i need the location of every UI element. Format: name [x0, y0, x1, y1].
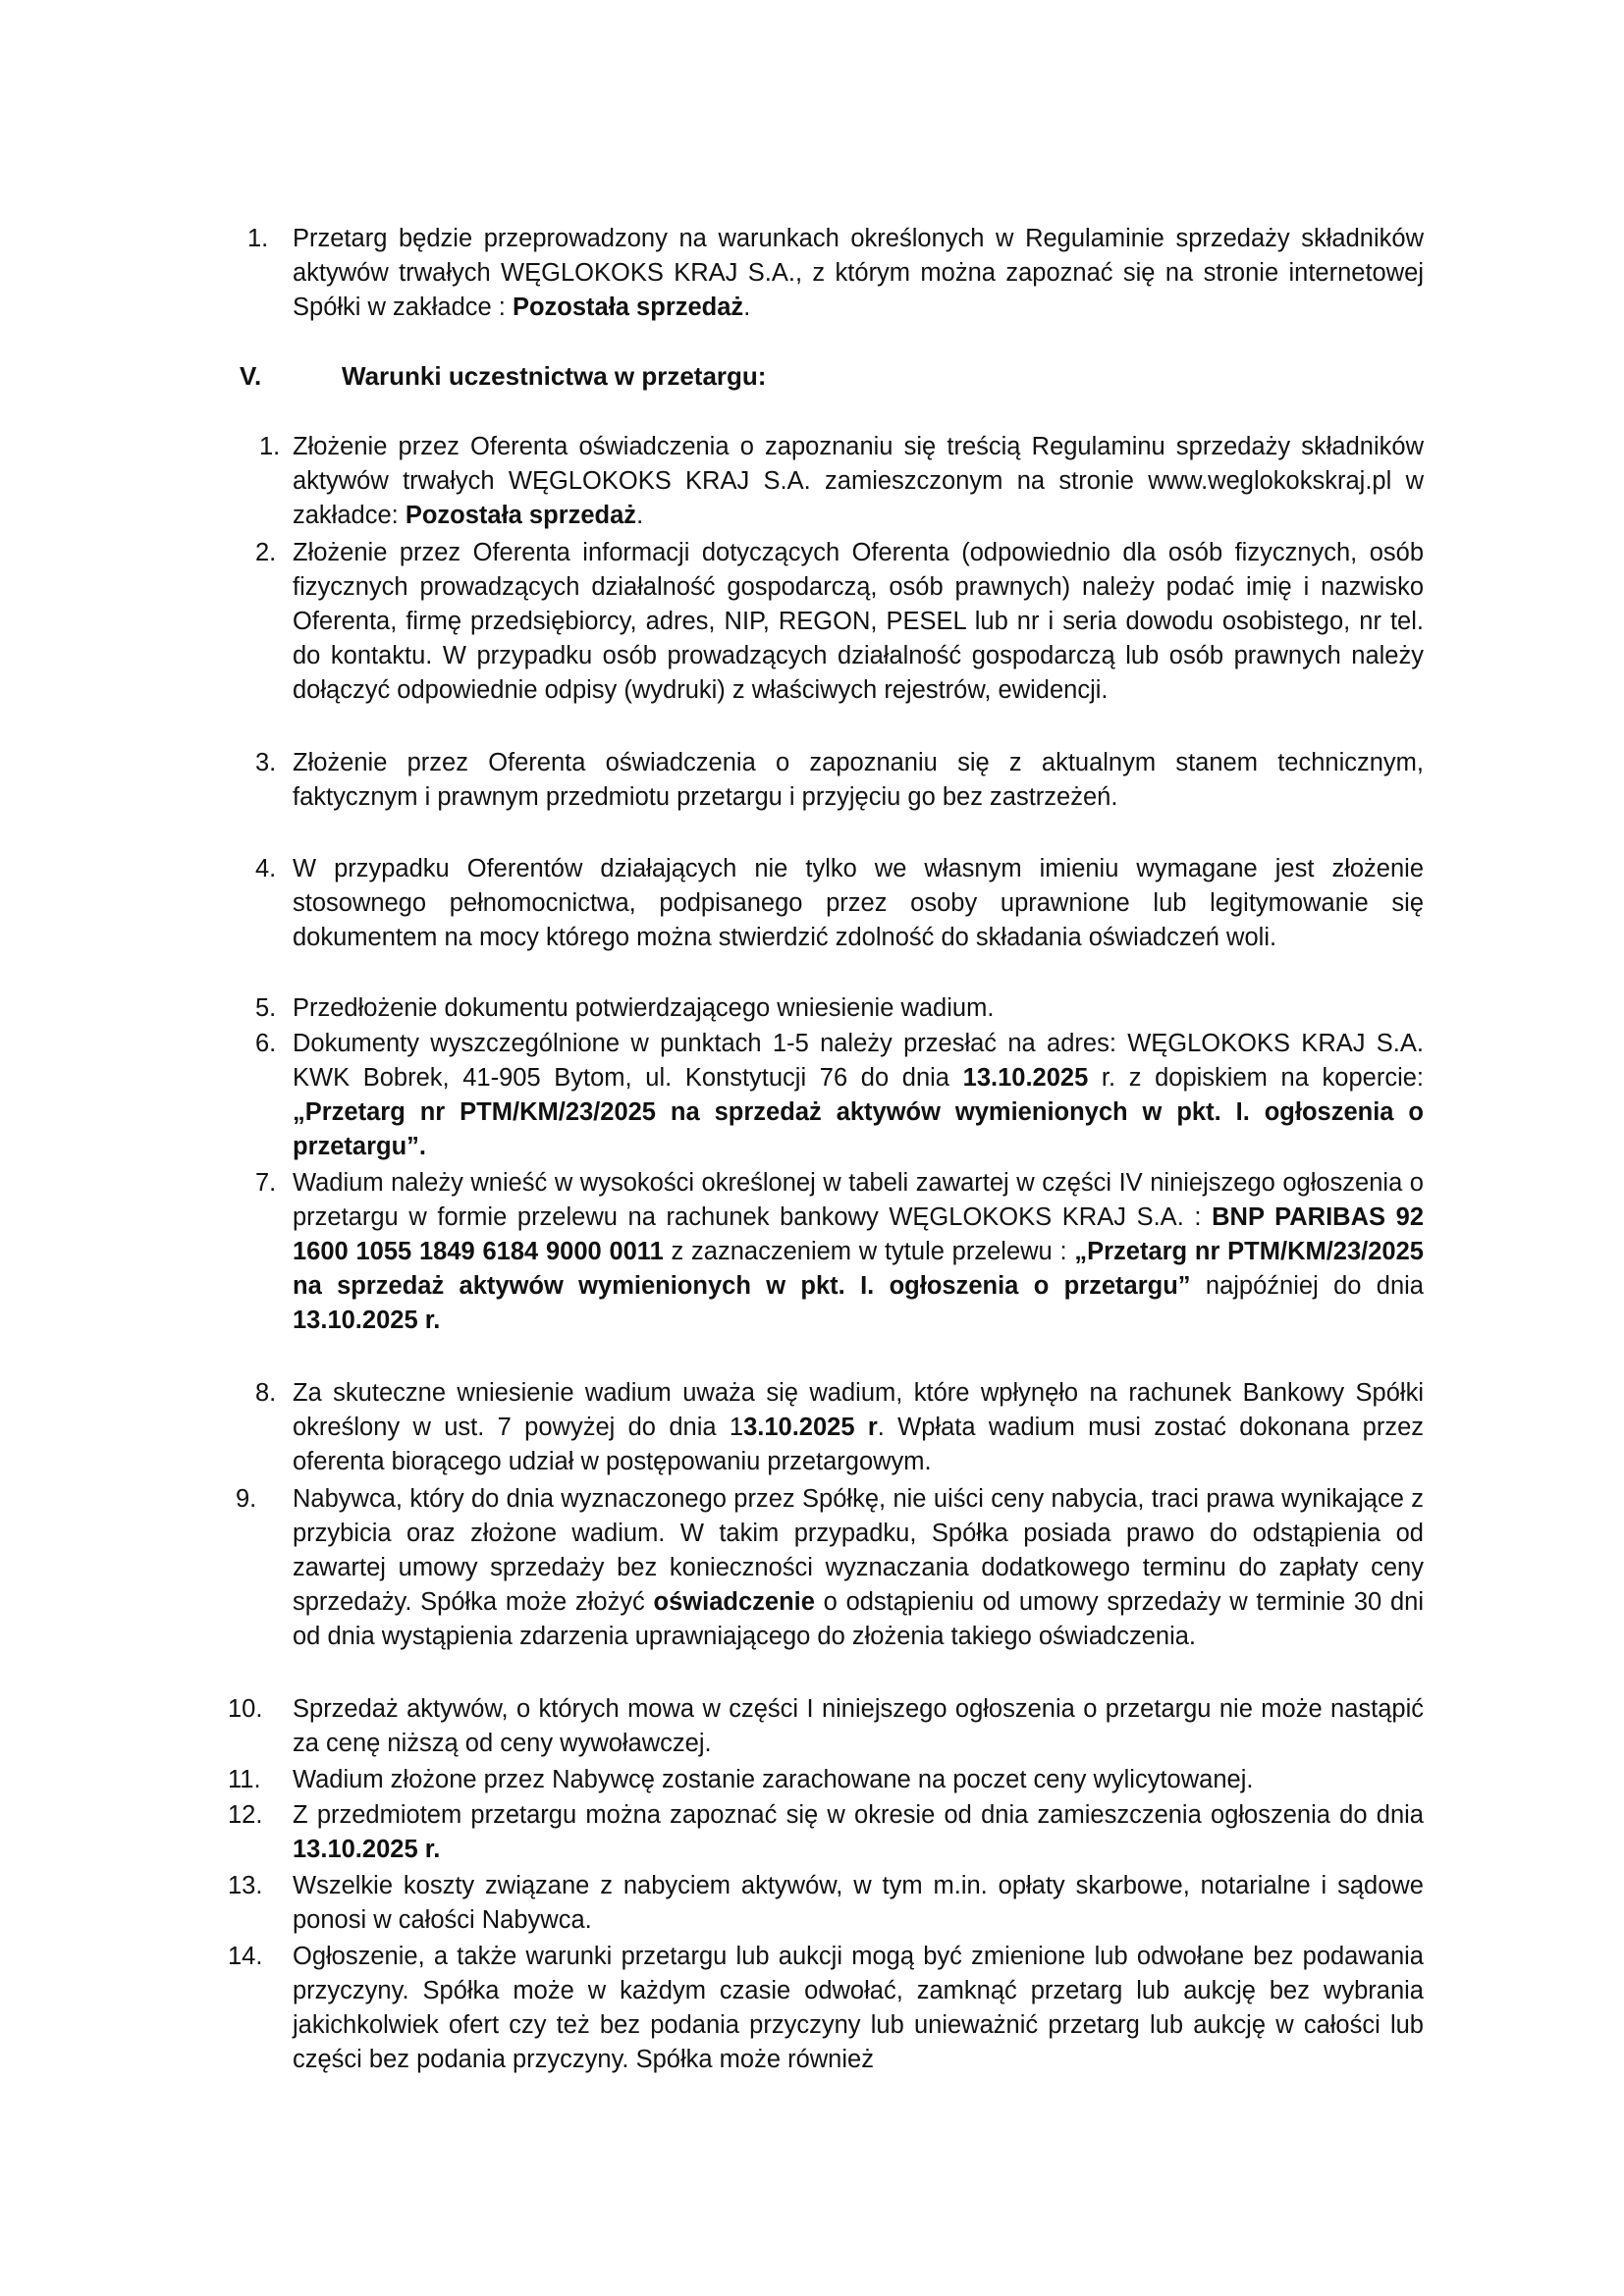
list-item-9 [236, 1482, 1424, 1654]
list-item-2 [255, 536, 1424, 708]
list-item-text: Wszelkie koszty związane z nabyciem aktywów, w tym m.in. opłaty skarbowe, notarialne i sądowe ponosi w całości Nabywca. [293, 1872, 1424, 1934]
list-item-number: 4. [255, 855, 277, 882]
deadline-date: 13.10.2025 r. [293, 1836, 441, 1863]
list-item-number: 10. [228, 1695, 263, 1723]
list-item-number: 7. [255, 1169, 277, 1197]
section-number: V. [240, 361, 262, 391]
list-item-text: Złożenie przez Oferenta oświadczenia o zapoznaniu się treścią Regulaminu sprzedaży składników aktywów trwałych WĘGLOKOKS KRAJ S.A. zamieszczonym na stronie www.weglokokskraj.pl w zakładce: [293, 433, 1424, 529]
list-item-number: 1. [259, 433, 281, 460]
list-item-text-mid: z zaznaczeniem w tytule przelewu : [663, 1238, 1075, 1265]
list-item-7 [255, 1166, 1424, 1338]
list-item-text: Ogłoszenie, a także warunki przetargu lub aukcji mogą być zmienione lub odwołane bez podawania przyczyny. Spółka może w każdym czasie odwołać, zamknąć przetarg lub aukcję bez wybrania jakichkolwiek ofert czy też bez podania przyczyny lub unieważnić przetarg lub aukcję w całości lub części bez podania przyczyny. Spółka może również [293, 1943, 1424, 2073]
list-item-3 [255, 746, 1424, 815]
list-item-text: Za skuteczne wniesienie wadium uważa się wadium, które wpłynęło na rachunek Bankowy Spółki określony w ust. 7 powyżej do dnia 1 [293, 1379, 1424, 1441]
list-item-text-end: . Wpłata wadium musi zostać dokonana przez oferenta biorącego udział w postępowaniu przetargowym. [293, 1414, 1424, 1475]
list-item-11 [228, 1763, 1424, 1797]
list-item-text-mid2: najpóźniej do dnia [1190, 1272, 1424, 1300]
list-item-text: W przypadku Oferentów działających nie tylko we własnym imieniu wymagane jest złożenie stosownego pełnomocnictwa, podpisanego przez osoby uprawnione lub legitymowanie się dokumentem na mocy którego można stwierdzić zdolność do składania oświadczeń woli. [293, 855, 1424, 951]
list-item-number: 5. [255, 994, 277, 1022]
list-item-bold: Pozostała sprzedaż [405, 502, 637, 529]
list-item-1 [259, 430, 1424, 533]
list-item-12 [228, 1798, 1424, 1867]
list-item-text: Wadium złożone przez Nabywcę zostanie zarachowane na poczet ceny wylicytowanej. [293, 1766, 1254, 1793]
list-item-number: 11. [228, 1766, 261, 1793]
list-item-text: Nabywca, który do dnia wyznaczonego przez Spółkę, nie uiści ceny nabycia, traci prawa wynikające z przybicia oraz złożone wadium. W takim przypadku, Spółka posiada prawo do odstąpienia od zawartej umowy sprzedaży bez konieczności wyznaczania dodatkowego terminu do zapłaty ceny sprzedaży. Spółka może złożyć [293, 1485, 1424, 1616]
list-item-bold: oświadczenie [653, 1588, 815, 1616]
list-item-number: 8. [255, 1379, 277, 1407]
list-item-number: 2. [255, 539, 277, 566]
list-item-text-mid: r. z dopiskiem na kopercie: [1088, 1064, 1425, 1092]
list-item-6 [255, 1027, 1425, 1164]
list-item-number: 6. [255, 1030, 277, 1057]
transfer-title: „Przetarg nr PTM/KM/23/2025 na sprzedaż aktywów wymienionych w pkt. I. ogłoszenia o przetargu” [293, 1238, 1424, 1300]
list-item-text: Z przedmiotem przetargu można zapoznać się w okresie od dnia zamieszczenia ogłoszenia do dnia [293, 1801, 1424, 1829]
bank-account: BNP PARIBAS 92 1600 1055 1849 6184 9000 0011 [293, 1203, 1424, 1265]
list-item-number: 12. [228, 1801, 263, 1829]
intro-paragraph [247, 222, 1424, 325]
list-item-text: Dokumenty wyszczególnione w punktach 1-5 należy przesłać na adres: WĘGLOKOKS KRAJ S.A. KWK Bobrek, 41-905 Bytom, ul. Konstytucji 76 do dnia [293, 1030, 1424, 1092]
list-item-13 [228, 1869, 1424, 1938]
list-item-number: 9. [236, 1485, 257, 1513]
intro-text: Przetarg będzie przeprowadzony na warunkach określonych w Regulaminie sprzedaży składników aktywów trwałych WĘGLOKOKS KRAJ S.A., z którym można zapoznać się na stronie internetowej Spółki w zakładce : [293, 225, 1424, 321]
deadline-date: 13.10.2025 r. [293, 1307, 441, 1334]
list-item-text: Złożenie przez Oferenta oświadczenia o zapoznaniu się z aktualnym stanem technicznym, faktycznym i prawnym przedmiotu przetargu i przyjęciu go bez zastrzeżeń. [293, 749, 1424, 811]
envelope-note: „Przetarg nr PTM/KM/23/2025 na sprzedaż aktywów wymienionych w pkt. I. ogłoszenia o przetargu”. [293, 1098, 1424, 1160]
list-item-10 [228, 1692, 1424, 1761]
list-item-text-end: o odstąpieniu od umowy sprzedaży w terminie 30 dni od dnia wystąpienia zdarzenia uprawniającego do złożenia takiego oświadczenia. [293, 1588, 1424, 1650]
list-item-text-end: . [636, 502, 644, 529]
intro-number: 1. [247, 225, 269, 252]
list-item-4 [255, 852, 1424, 955]
list-item-text: Przedłożenie dokumentu potwierdzającego wniesienie wadium. [293, 994, 995, 1022]
section-title: Warunki uczestnictwa w przetargu: [342, 361, 767, 391]
deadline-date: 13.10.2025 [962, 1064, 1089, 1092]
list-item-text: Wadium należy wnieść w wysokości określonej w tabeli zawartej w części IV niniejszego ogłoszenia o przetargu w formie przelewu na rachunek bankowy WĘGLOKOKS KRAJ S.A. : [293, 1169, 1424, 1231]
deadline-date: 3.10.2025 r [743, 1414, 878, 1441]
list-item-number: 13. [228, 1872, 263, 1899]
intro-bold: Pozostała sprzedaż [512, 294, 744, 321]
list-item-text: Sprzedaż aktywów, o których mowa w części I niniejszego ogłoszenia o przetargu nie może nastąpić za cenę niższą od ceny wywoławczej. [293, 1695, 1424, 1757]
list-item-8 [255, 1376, 1424, 1479]
list-item-number: 14. [228, 1943, 263, 1970]
list-item-14 [228, 1940, 1424, 2077]
list-item-text: Złożenie przez Oferenta informacji dotyczących Oferenta (odpowiednio dla osób fizycznych, osób fizycznych prowadzących działalność gospodarczą, osób prawnych) należy podać imię i nazwisko Oferenta, firmę przedsiębiorcy, adres, NIP, REGON, PESEL lub nr i seria dowodu osobistego, nr tel. do kontaktu. W przypadku osób prowadzących działalność gospodarczą lub osób prawnych należy dołączyć odpowiednie odpisy (wydruki) z właściwych rejestrów, ewidencji. [293, 539, 1424, 704]
list-item-5 [255, 991, 1424, 1026]
intro-text-end: . [743, 294, 751, 321]
list-item-number: 3. [255, 749, 277, 776]
